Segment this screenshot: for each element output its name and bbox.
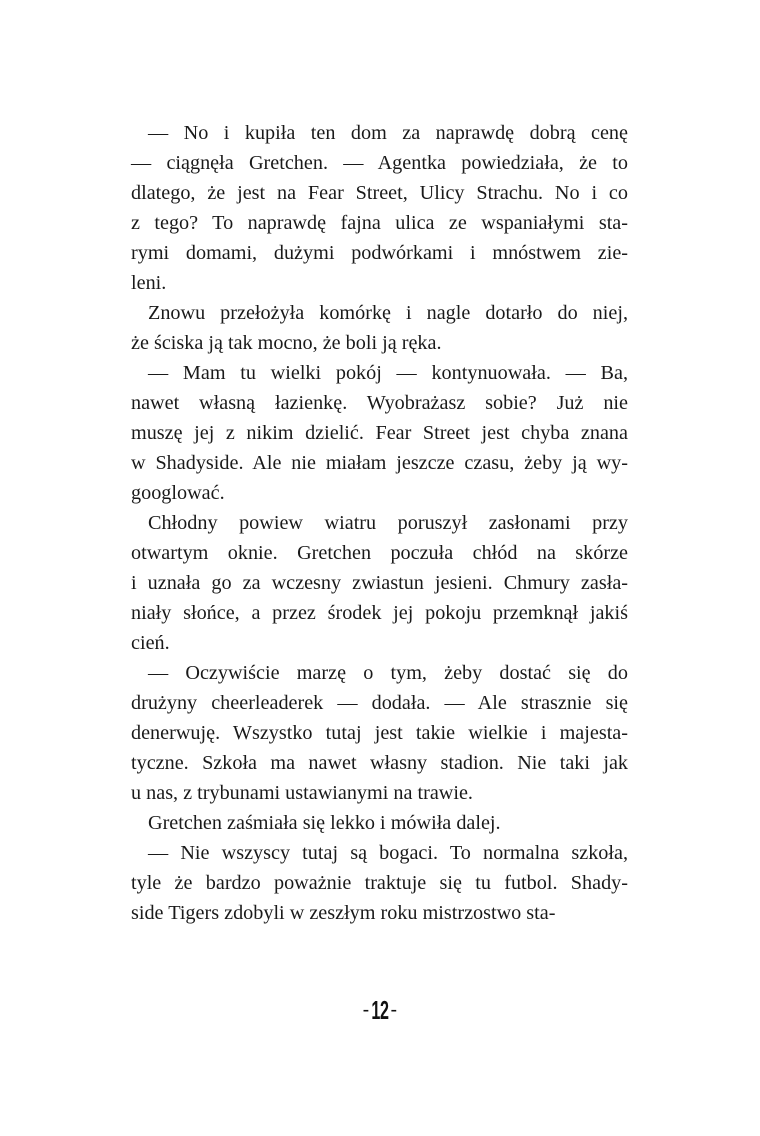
paragraph <box>131 838 628 928</box>
text-line: Gretchen zaśmiała się lekko i mówiła dalej. <box>148 812 501 834</box>
page-number-prefix-dash: - <box>362 999 370 1021</box>
text-line: u nas, z trybunami ustawianymi na trawie. <box>131 782 473 804</box>
page-number-value: 12 <box>371 995 389 1025</box>
paragraph <box>131 658 628 808</box>
text-line: otwartym oknie. Gretchen poczuła chłód na skórze <box>131 542 628 564</box>
text-line: leni. <box>131 272 167 294</box>
text-line: googlować. <box>131 482 225 504</box>
text-line: tyle że bardzo poważnie traktuje się tu futbol. Shady- <box>131 872 628 894</box>
text-line: rymi domami, dużymi podwórkami i mnóstwem zie- <box>131 242 628 264</box>
paragraph <box>131 808 628 838</box>
text-line: Znowu przełożyła komórkę i nagle dotarło do niej, <box>148 302 628 324</box>
text-line: nawet własną łazienkę. Wyobrażasz sobie? Już nie <box>131 392 628 414</box>
text-line: — ciągnęła Gretchen. — Agentka powiedziała, że to <box>131 152 628 174</box>
page-number-suffix-dash: - <box>390 999 398 1021</box>
paragraph <box>131 118 628 298</box>
text-line: i uznała go za wczesny zwiastun jesieni. Chmury zasła- <box>131 572 628 594</box>
text-line: denerwuję. Wszystko tutaj jest takie wielkie i majesta- <box>131 722 628 744</box>
text-line: — Nie wszyscy tutaj są bogaci. To normalna szkoła, <box>148 842 628 864</box>
text-line: cień. <box>131 632 170 654</box>
paragraph <box>131 298 628 358</box>
text-line: — Oczywiście marzę o tym, żeby dostać się do <box>148 662 628 684</box>
text-line: side Tigers zdobyli w zeszłym roku mistrzostwo sta- <box>131 902 556 924</box>
text-line: — Mam tu wielki pokój — kontynuowała. — Ba, <box>148 362 628 384</box>
text-line: drużyny cheerleaderek — dodała. — Ale strasznie się <box>131 692 628 714</box>
body-text-column <box>131 118 628 928</box>
text-line: tyczne. Szkoła ma nawet własny stadion. Nie taki jak <box>131 752 628 774</box>
page-number <box>144 995 615 1026</box>
text-line: — No i kupiła ten dom za naprawdę dobrą cenę <box>148 122 628 144</box>
paragraph <box>131 508 628 658</box>
text-line: niały słońce, a przez środek jej pokoju przemknął jakiś <box>131 602 628 624</box>
text-line: dlatego, że jest na Fear Street, Ulicy Strachu. No i co <box>131 182 628 204</box>
text-line: muszę jej z nikim dzielić. Fear Street jest chyba znana <box>131 422 628 444</box>
text-line: z tego? To naprawdę fajna ulica ze wspaniałymi sta- <box>131 212 628 234</box>
text-line: że ściska ją tak mocno, że boli ją ręka. <box>131 332 442 354</box>
text-line: Chłodny powiew wiatru poruszył zasłonami przy <box>148 512 628 534</box>
paragraph <box>131 358 628 508</box>
text-line: w Shadyside. Ale nie miałam jeszcze czasu, żeby ją wy- <box>131 452 628 474</box>
